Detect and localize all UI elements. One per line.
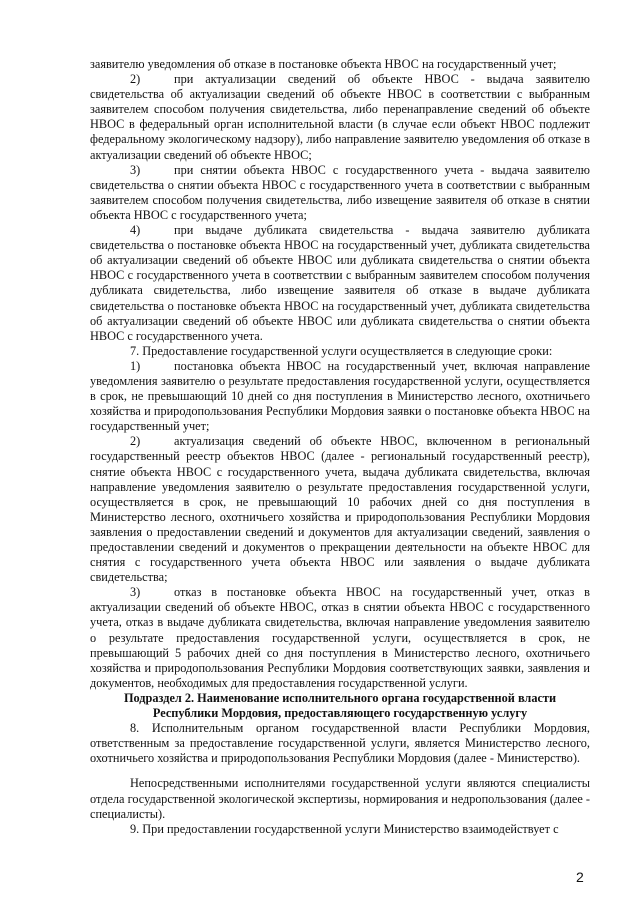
paragraph [90,344,590,359]
paragraph-text: заявителю уведомления об отказе в постановке объекта НВОС на государственный учет; [90,57,557,71]
item-text: отказ в постановке объекта НВОС на государственный учет, отказ в актуализации сведений об объекте НВОС, отказ в снятии объекта НВОС с государственного учета, отказ в выдаче дубликата свидетельства, включая направление уведомления заявителю о результате предоставления государственной услуги, осуществляется в срок, не превышающий 5 рабочих дней со дня поступления в Министерство лесного, охотничьего хозяйства и природопользования Республики Мордовия соответствующих заявки, заявления и документов, необходимых для предоставления государственной услуги. [90,585,590,690]
page-number: 2 [576,869,584,885]
paragraph [90,721,590,766]
item-text: при актуализации сведений об объекте НВОС - выдача заявителю свидетельства об актуализации сведений об объекте НВОС в соответствии с выбранным заявителем способом получения свидетельства, либо перенаправление сведений об объекте НВОС в федеральный орган исполнительной власти (в случае если объект НВОС подлежит федеральному экологическому надзору), либо направление заявителю уведомления об отказе в актуализации сведений об объекте НВОС; [90,72,590,162]
item-number: 3) [130,585,141,600]
list-item [90,359,590,434]
item-number: 1) [130,358,141,373]
item-number: 3) [130,162,141,177]
item-text: актуализация сведений об объекте НВОС, включенном в региональный государственный реестр объектов НВОС (далее - региональный государственный реестр), снятие объекта НВОС с государственного учета, выдача дубликата свидетельства, включая направление уведомления заявителю о результате предоставления государственной услуги, осуществляется в срок, не превышающий 10 рабочих дней со дня поступления в Министерство лесного, охотничьего хозяйства и природопользования Республики Мордовия заявления о предоставлении сведений и документов для актуализации сведений, заявления о предоставлении сведений и документов о прекращении деятельности на объекте НВОС для снятия с государственного учета объекта НВОС или заявления о выдаче дубликата свидетельства; [90,434,590,585]
item-number: 4) [130,223,141,238]
paragraph-continuation [90,57,590,72]
item-text: при снятии объекта НВОС с государственного учета - выдача заявителю свидетельства о снятии объекта НВОС с государственного учета в соответствии с выбранным заявителем способом получения свидетельства, либо извещение заявителя об отказе в снятии объекта НВОС с государственного учета; [90,162,590,222]
paragraph [90,822,590,837]
paragraph [90,776,590,821]
page-body [90,57,590,837]
paragraph-text: 8. Исполнительным органом государственной власти Республики Мордовия, ответственным за предоставление государственной услуги, является Министерство лесного, охотничьего хозяйства и природопользования Республики Мордовия (далее - Министерство). [90,721,590,766]
item-text: при выдаче дубликата свидетельства - выдача заявителю дубликата свидетельства о постановке объекта НВОС на государственный учет, дубликата свидетельства об актуализации сведений об объекте НВОС или дубликата свидетельства о снятии объекта НВОС с государственного учета в соответствии с выбранным заявителем способом получения дубликата свидетельства, либо извещение заявителя об отказе в выдаче дубликата свидетельства о постановке объекта НВОС на государственный учет, дубликата свидетельства об актуализации сведений об объекте НВОС или дубликата свидетельства о снятии объекта НВОС с государственного учета. [90,223,590,343]
item-number: 2) [130,72,141,87]
list-item [90,223,590,344]
item-text: постановка объекта НВОС на государственный учет, включая направление уведомления заявителю о результате предоставления государственной услуги, осуществляется в срок, не превышающий 10 дней со дня поступления в Министерство лесного, охотничьего хозяйства и природопользования Республики Мордовия заявки о постановке объекта НВОС на государственный учет; [90,358,590,434]
list-item [90,434,590,585]
paragraph-text: 7. Предоставление государственной услуги осуществляется в следующие сроки: [130,343,553,358]
section-heading: Подраздел 2. Наименование исполнительного органа государственной власти Республики Мордовия, предоставляющего государственную услугу [123,690,557,721]
list-item [90,585,590,691]
item-number: 2) [130,434,141,449]
paragraph-text: 9. При предоставлении государственной услуги Министерство взаимодействует с [130,821,559,836]
list-item [90,72,590,163]
list-item [90,163,590,223]
paragraph-text: Непосредственными исполнителями государственной услуги являются специалисты отдела государственной экологической экспертизы, нормирования и недропользования (далее - специалисты). [90,776,590,821]
